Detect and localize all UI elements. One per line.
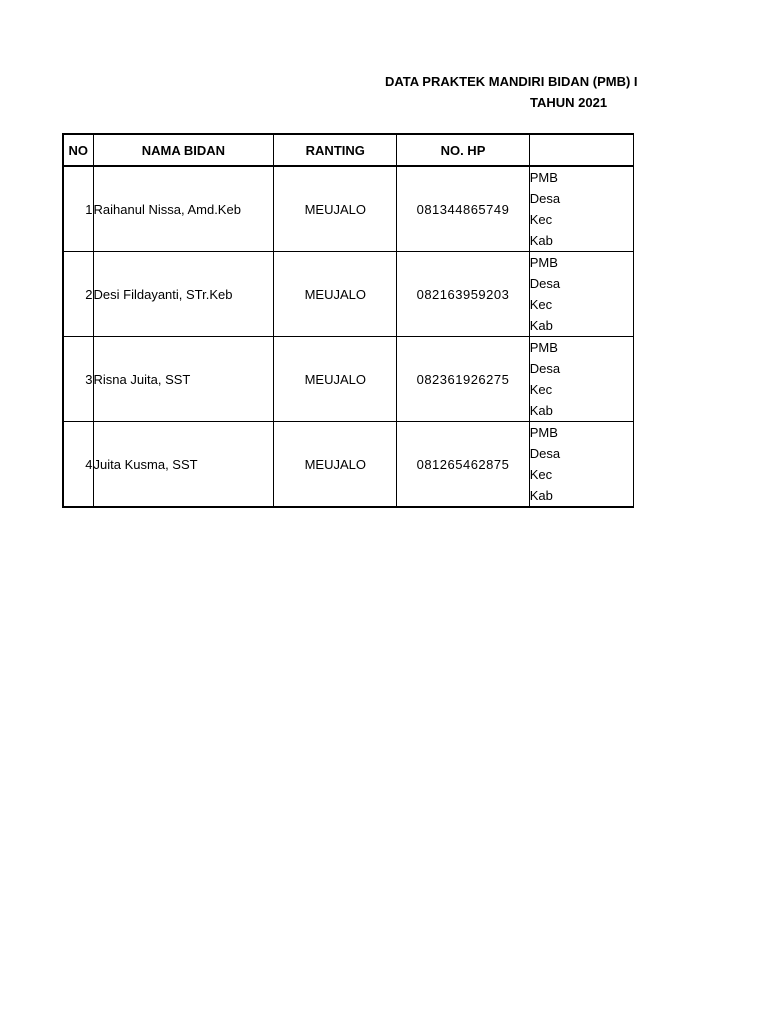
address-kab: Kab [529, 488, 553, 503]
address-desa: Desa [529, 191, 561, 206]
address-pmb: PMB [529, 170, 558, 185]
address-kab: Kab [529, 233, 553, 248]
cell-no: 2 [63, 252, 93, 337]
document-title: DATA PRAKTEK MANDIRI BIDAN (PMB) I [385, 74, 638, 89]
cell-no-hp: 081344865749 [397, 166, 530, 252]
cell-ranting: MEUJALO [274, 252, 397, 337]
cell-alamat [529, 422, 633, 508]
cell-no: 4 [63, 422, 93, 508]
document-subtitle: TAHUN 2021 [530, 95, 608, 110]
cell-alamat [529, 166, 633, 252]
cell-no-hp: 081265462875 [397, 422, 530, 508]
table-row [63, 252, 634, 337]
table-row [63, 422, 634, 508]
cell-nama-bidan: Juita Kusma, SST [93, 422, 274, 508]
table-viewport [62, 133, 634, 513]
address-pmb: PMB [529, 255, 558, 270]
header-nama-bidan: NAMA BIDAN [93, 134, 274, 166]
cell-alamat [529, 337, 633, 422]
table-row [63, 337, 634, 422]
address-kec: Kec [529, 212, 553, 227]
midwife-table [62, 133, 634, 508]
header-no: NO [63, 134, 93, 166]
cell-nama-bidan: Risna Juita, SST [93, 337, 274, 422]
address-kec: Kec [529, 297, 553, 312]
cell-no: 3 [63, 337, 93, 422]
cell-no: 1 [63, 166, 93, 252]
address-pmb: PMB [529, 340, 558, 355]
cell-nama-bidan: Desi Fildayanti, STr.Keb [93, 252, 274, 337]
table-header-row [63, 134, 634, 166]
header-alamat [529, 134, 633, 166]
cell-nama-bidan: Raihanul Nissa, Amd.Keb [93, 166, 274, 252]
cell-alamat [529, 252, 633, 337]
table-row [63, 166, 634, 252]
cell-no-hp: 082163959203 [397, 252, 530, 337]
address-kec: Kec [529, 382, 553, 397]
address-kec: Kec [529, 467, 553, 482]
cell-no-hp: 082361926275 [397, 337, 530, 422]
address-desa: Desa [529, 361, 561, 376]
address-desa: Desa [529, 276, 561, 291]
address-pmb: PMB [529, 425, 558, 440]
cell-ranting: MEUJALO [274, 166, 397, 252]
header-no-hp: NO. HP [397, 134, 530, 166]
cell-ranting: MEUJALO [274, 337, 397, 422]
address-desa: Desa [529, 446, 561, 461]
header-ranting: RANTING [274, 134, 397, 166]
address-kab: Kab [529, 318, 553, 333]
address-kab: Kab [529, 403, 553, 418]
cell-ranting: MEUJALO [274, 422, 397, 508]
